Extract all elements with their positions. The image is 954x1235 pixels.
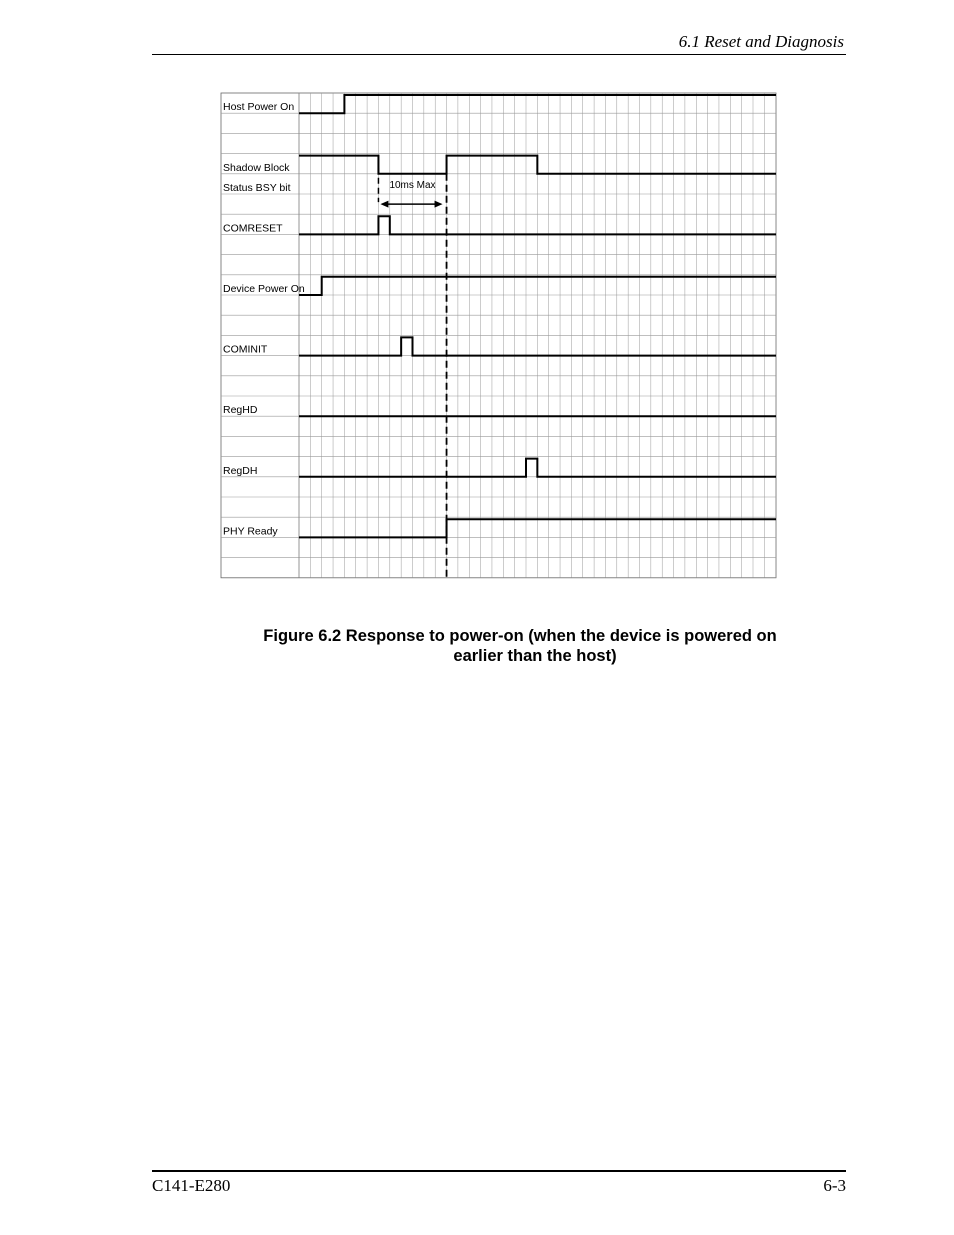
signal-label: Shadow Block [223, 161, 290, 174]
signal-label: Device Power On [223, 283, 305, 295]
caption-line-1: Figure 6.2 Response to power-on (when the device is powered on [263, 627, 777, 645]
signal-waveform [299, 459, 776, 477]
signal-label: COMRESET [223, 222, 283, 235]
annotation-label: 10ms Max [389, 179, 436, 191]
footer-rule [152, 1170, 846, 1172]
document-id: C141-E280 [152, 1176, 231, 1195]
annotation-arrow-head-right [435, 201, 443, 208]
running-header: 6.1 Reset and Diagnosis [678, 32, 844, 51]
signal-label-secondary: Status BSY bit [223, 182, 291, 194]
signal-label: RegDH [223, 464, 258, 477]
signal-label: COMINIT [223, 343, 268, 356]
signal-label: Host Power On [223, 101, 295, 114]
page-number: 6-3 [823, 1176, 846, 1195]
signal-label: RegHD [223, 404, 258, 417]
signal-label: PHY Ready [223, 525, 278, 538]
caption-line-2: earlier than the host) [453, 647, 617, 665]
annotation-arrow-head-left [380, 201, 388, 208]
signal-waveform [299, 156, 776, 174]
figure-caption [180, 626, 820, 666]
